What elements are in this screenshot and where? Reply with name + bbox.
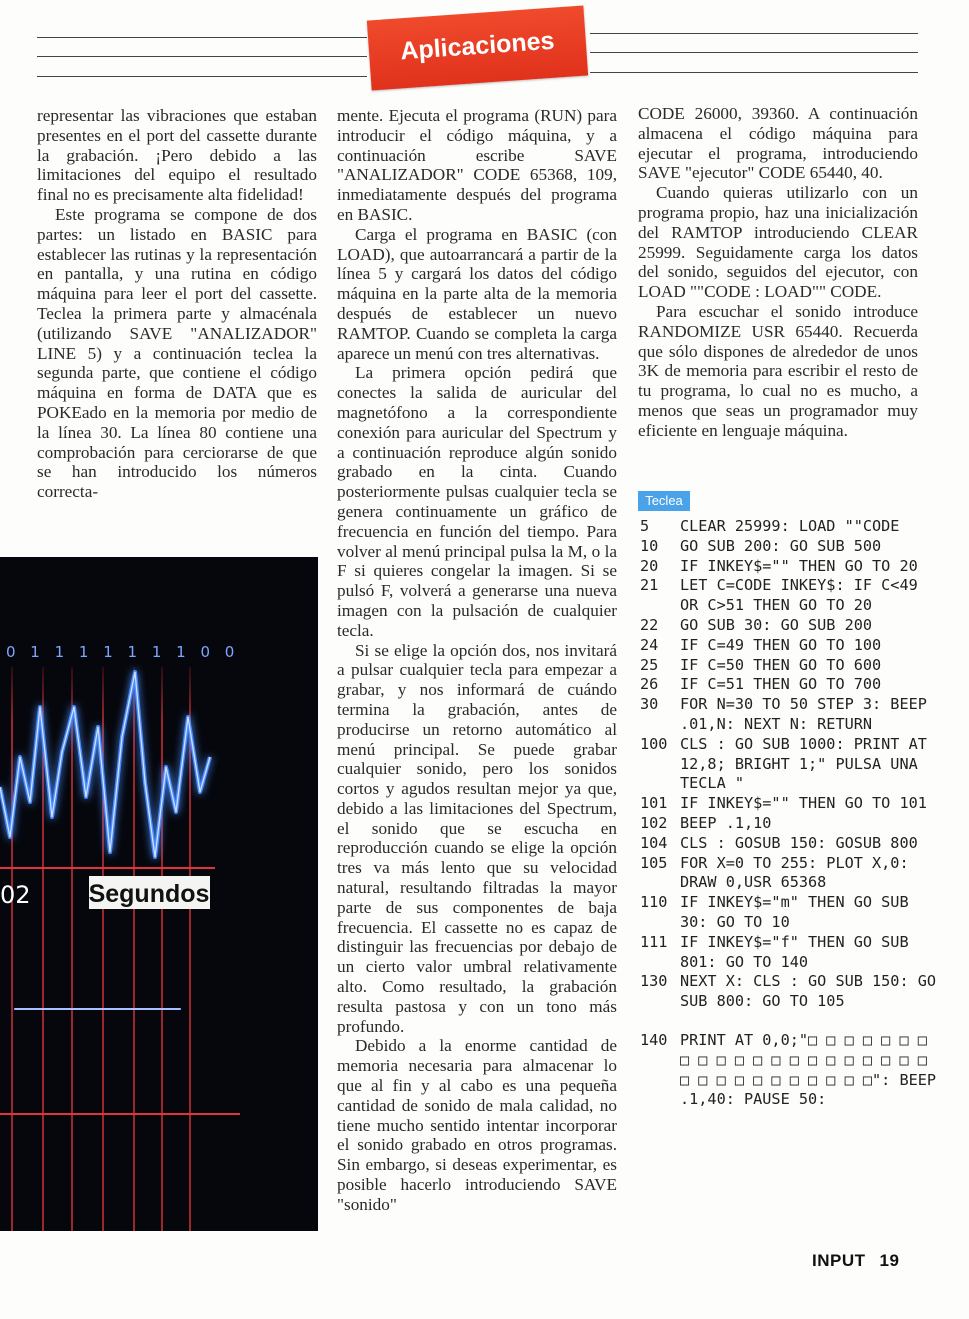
code-line: [640, 794, 940, 814]
line-number: 5: [640, 517, 650, 535]
line-text: PRINT AT 0,0;"□ □ □ □ □ □ □ □ □ □ □ □ □ □ □ □ □ □ □ □ □ □ □ □ □ □ □ □ □ □ □ □": BEEP .1,40: PAUSE 50:: [680, 1030, 946, 1109]
code-line: [640, 517, 940, 537]
line-text: CLS : GO SUB 1000: PRINT AT 12,8; BRIGHT 1;" PULSA UNA TECLA ": [680, 734, 937, 793]
code-line: [640, 695, 940, 735]
line-number: 100: [640, 734, 668, 753]
line-number: 102: [640, 813, 668, 832]
paragraph: Debido a la enorme cantidad de memoria necesaria para almacenar lo que al fin y al cabo es una pequeña cantidad de sonido de mala calidad, no tiene mucho sentido intentar incorporar el sonido grabado en otros programas. Sin embargo, si deseas experimentar, es posible hacerlo introduciendo SAVE "sonido": [337, 1036, 617, 1214]
line-text: CLEAR 25999: LOAD ""CODE: [680, 517, 900, 535]
line-number: 130: [640, 972, 668, 991]
code-line: [640, 933, 940, 973]
line-text: GO SUB 200: GO SUB 500: [680, 536, 882, 555]
code-line: [640, 893, 940, 933]
line-number: 10: [640, 536, 659, 555]
paragraph: La primera opción pedirá que conectes la salida de auricular del magnetófono a la correspondiente conexión para auricular del Spectrum y a continuación reproduce algún sonido grabado en la cinta. Cuando posteriormente pulsas cualquier tecla se genera continuamente un gráfico de frecuencia en función del tiempo. Para volver al menú principal pulsa la M, o la F si quieres congelar la imagen. Si se pulsó F, volverá a generarse una nueva imagen con la pulsación de cualquier tecla.: [337, 363, 617, 640]
line-text: IF INKEY$="m" THEN GO SUB 30: GO TO 10: [680, 893, 918, 931]
section-banner: [367, 6, 588, 91]
code-line: [640, 636, 940, 656]
line-number: 111: [640, 932, 668, 951]
line-text: NEXT X: CLS : GO SUB 150: GO SUB 800: GO TO 105: [680, 972, 946, 1011]
code-line: [640, 616, 940, 636]
listing-tag: Teclea: [638, 491, 690, 511]
code-line: [640, 814, 940, 834]
header-rule: [37, 56, 367, 57]
line-number: 105: [640, 853, 668, 872]
line-number: 22: [640, 615, 659, 634]
line-text: IF C=49 THEN GO TO 100: [680, 635, 882, 654]
text-column-2: [337, 106, 617, 1215]
paragraph: Si se elige la opción dos, nos invitará a pulsar cualquier tecla para empezar a grabar, y nos informará de cuándo termina la grabación, antes de producirse un retorno automático al menú principal. Se puede grabar cualquier sonido, pero los sonidos cortos y agudos resultan mejor ya que, debido a las limitaciones del Spectrum, el sonido que se escucha en reproducción cuando se elige la opción tres va más lento que su velocidad natural, resultando filtradas la mayor parte de sus componentes de baja frecuencia. El cassette no es capaz de distinguir las frecuencias por debajo de un cierto valor umbral relativamente alto. Como resultado, la grabación resulta pastosa y con un tono más profundo.: [337, 640, 617, 1036]
header-rule: [590, 33, 918, 34]
section-title: Aplicaciones: [399, 26, 556, 66]
paragraph: CODE 26000, 39360. A continuación almacena el código máquina para ejecutar el programa, introduciendo SAVE "ejecutor" CODE 65440, 40.: [638, 104, 918, 183]
code-line: [640, 656, 940, 676]
code-line: [640, 972, 946, 1012]
line-text: IF C=51 THEN GO TO 700: [680, 675, 882, 694]
header-rule: [590, 72, 918, 73]
paragraph: Este programa se compone de dos partes: un listado en BASIC para establecer las rutinas y la representación en pantalla, y una rutina en código máquina para leer el port del cassette. Teclea la primera parte y almacénala (utilizando SAVE "ANALIZADOR" LINE 5) y a continuación teclea la segunda parte, que contiene el código máquina en forma de DATA que es POKEado en la memoria por medio de la línea 30. La línea 80 contiene una comprobación para cerciorarse de que se han introducido los números correcta-: [37, 204, 317, 502]
line-text: GO SUB 30: GO SUB 200: [680, 615, 873, 634]
code-line: [640, 854, 940, 894]
basic-listing: [640, 517, 946, 1110]
code-line: [640, 537, 940, 557]
line-number: 20: [640, 556, 659, 575]
line-text: BEEP .1,10: [680, 813, 772, 832]
line-number: 140: [640, 1030, 668, 1049]
line-text: CLS : GOSUB 150: GOSUB 800: [680, 833, 918, 852]
code-line: [640, 675, 940, 695]
line-text: IF C=50 THEN GO TO 600: [680, 655, 882, 674]
line-number: 104: [640, 833, 668, 852]
paragraph: Carga el programa en BASIC (con LOAD), que autoarrancará a partir de la línea 5 y cargará los datos del código máquina en la parte alta de la memoria después de establecer un nuevo RAMTOP. Cuando se completa la carga aparece un menú con tres alternativas.: [337, 224, 617, 363]
line-number: 24: [640, 635, 659, 654]
line-number: 110: [640, 893, 668, 912]
line-text: IF INKEY$="f" THEN GO SUB 801: GO TO 140: [680, 932, 918, 971]
line-number: 26: [640, 675, 659, 694]
code-line: [640, 834, 940, 854]
text-column-1: [37, 106, 317, 502]
line-number: 30: [640, 695, 659, 714]
paragraph: representar las vibraciones que estaban presentes en el port del cassette durante la grabación. ¡Pero debido a las limitaciones del equipo el resultado final no es precisamente alta fidelidad!: [37, 106, 317, 205]
line-text: IF INKEY$="" THEN GO TO 101: [680, 794, 927, 813]
line-text: FOR N=30 TO 50 STEP 3: BEEP .01,N: NEXT N: RETURN: [680, 695, 937, 733]
code-line: [640, 557, 940, 577]
code-line: [640, 1030, 946, 1110]
code-line: [640, 735, 940, 794]
paragraph: Cuando quieras utilizarlo con un programa propio, haz una inicialización del RAMTOP introduciendo CLEAR 25999. Seguidamente carga los datos del sonido, seguidos del ejecutor, con LOAD ""CODE : LOAD"" CODE.: [638, 183, 918, 302]
magazine-name: INPUT: [812, 1251, 866, 1270]
page-footer: [812, 1251, 899, 1271]
code-line: [640, 576, 940, 616]
line-text: IF INKEY$="" THEN GO TO 20: [680, 556, 918, 575]
seconds-label: Segundos: [88, 880, 210, 908]
scale-number: 02: [0, 881, 31, 909]
page-number: 19: [879, 1251, 900, 1270]
line-number: 101: [640, 794, 668, 813]
line-number: 25: [640, 655, 659, 674]
header-rule: [590, 52, 918, 53]
text-column-3: [638, 104, 918, 441]
header-rule: [37, 37, 367, 38]
header-rule: [37, 76, 367, 77]
binary-digits: 0 1 1 1 1 1 1 1 0 0: [6, 643, 240, 661]
line-text: LET C=CODE INKEY$: IF C<49 OR C>51 THEN GO TO 20: [680, 576, 927, 615]
waveform-photo: [0, 557, 318, 1231]
line-text: FOR X=0 TO 255: PLOT X,0: DRAW 0,USR 65368: [680, 853, 918, 892]
waveform-illustration: [0, 557, 318, 1231]
paragraph: Para escuchar el sonido introduce RANDOMIZE USR 65440. Recuerda que sólo dispones de alrededor de unos 3K de memoria para escribir el resto de tu programa, lo cual no es mucho, a menos que seas un programador muy eficiente en lenguaje máquina.: [638, 301, 918, 440]
line-number: 21: [640, 576, 659, 595]
paragraph: mente. Ejecuta el programa (RUN) para introducir el código máquina, y a continuación escribe SAVE "ANALIZADOR" CODE 65368, 109, inmediatamente después del programa en BASIC.: [337, 106, 617, 224]
